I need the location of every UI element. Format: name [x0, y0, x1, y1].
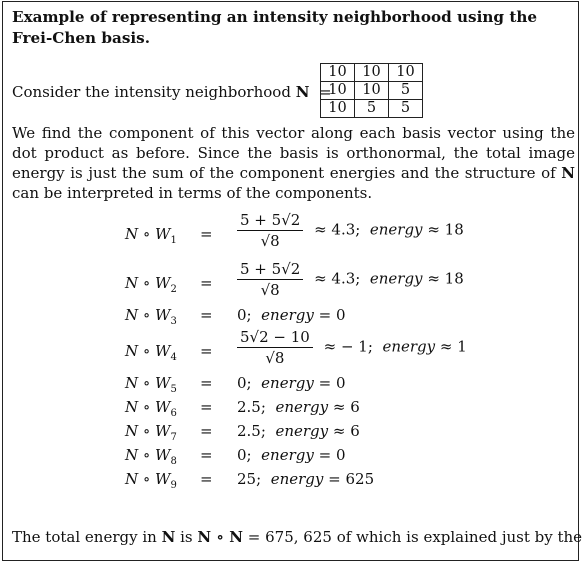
lhs-base: N ∘ W [125, 342, 171, 360]
energy-value: ≈ 6 [332, 422, 360, 440]
equation-row-2 [0, 260, 585, 299]
equation-rhs [237, 328, 467, 367]
equation-rhs [237, 422, 360, 440]
matrix-row [321, 82, 423, 100]
lhs-subscript: 3 [170, 316, 177, 327]
equation-equals: = [200, 398, 213, 416]
equation-equals: = [200, 306, 213, 324]
equation-row-3 [0, 306, 585, 326]
equation-row-6 [0, 398, 585, 418]
fraction-denominator: √8 [260, 281, 280, 299]
equation-value: 2.5; [237, 422, 266, 440]
energy-value: = 0 [318, 446, 346, 464]
equation-lhs [125, 342, 177, 363]
bottom-text-2: is [180, 528, 193, 546]
energy-label: energy [369, 269, 423, 288]
neighborhood-symbol: N [295, 83, 310, 101]
fraction-numerator: 5√2 − 10 [237, 328, 313, 348]
equation-lhs [125, 422, 177, 443]
energy-value: = 0 [318, 306, 346, 324]
equation-row-8 [0, 446, 585, 466]
matrix-row [321, 64, 423, 82]
lhs-base: N ∘ W [125, 470, 171, 488]
equation-lhs [125, 470, 177, 491]
equation-rhs [237, 211, 464, 250]
energy-label: energy [261, 446, 314, 464]
paragraph-symbol: N [561, 164, 575, 182]
equation-rhs [237, 398, 360, 416]
consider-line [12, 82, 332, 102]
equation-equals: = [200, 422, 213, 440]
energy-label: energy [261, 306, 314, 324]
equation-value: ≈ 4.3; [314, 220, 361, 239]
equation-lhs [125, 446, 177, 467]
equation-value: 25; [237, 470, 262, 488]
lhs-base: N ∘ W [125, 398, 171, 416]
equation-lhs [125, 398, 177, 419]
lhs-base: N ∘ W [125, 306, 171, 324]
fraction-numerator: 5 + 5√2 [237, 260, 303, 280]
equation-row-9 [0, 470, 585, 490]
lhs-subscript: 1 [170, 235, 177, 246]
equation-rhs [237, 470, 374, 488]
equation-value: ≈ − 1; [323, 337, 373, 356]
matrix-cell: 5 [389, 100, 423, 118]
paragraph-text-1: We find the component of this vector along each basis vector using the dot product as before. Since the basis is orthonormal, the total image energy is just the sum of the component energies and the structure of [12, 124, 575, 182]
bottom-symbol-2: N ∘ N [197, 528, 244, 546]
matrix-cell: 5 [355, 100, 389, 118]
lhs-subscript: 5 [170, 384, 177, 395]
lhs-base: N ∘ W [125, 274, 171, 292]
matrix-cell: 10 [355, 64, 389, 82]
fraction-denominator: √8 [260, 232, 280, 250]
fraction [237, 260, 303, 299]
energy-value: ≈ 1 [439, 337, 467, 356]
energy-label: energy [270, 470, 324, 488]
equation-equals: = [200, 274, 213, 292]
consider-text: Consider the intensity neighborhood [12, 83, 291, 101]
equation-row-5 [0, 374, 585, 394]
energy-value: = 0 [318, 374, 346, 392]
explanation-paragraph [12, 123, 575, 203]
equation-equals: = [200, 446, 213, 464]
equation-rhs [237, 260, 464, 299]
fraction-numerator: 5 + 5√2 [237, 211, 303, 231]
lhs-subscript: 8 [170, 456, 177, 467]
energy-label: energy [261, 374, 314, 392]
energy-value: ≈ 6 [332, 398, 360, 416]
equation-lhs [125, 225, 177, 246]
lhs-subscript: 4 [170, 352, 177, 363]
energy-value: ≈ 18 [427, 269, 464, 288]
energy-label: energy [275, 398, 329, 416]
equation-rhs [237, 446, 346, 464]
equation-value: 0; [237, 306, 252, 324]
equation-equals: = [200, 470, 213, 488]
bottom-text-1: The total energy in [12, 528, 157, 546]
equation-row-4 [0, 328, 585, 367]
fraction [237, 328, 313, 367]
matrix-cell: 10 [321, 100, 355, 118]
lhs-subscript: 7 [170, 432, 177, 443]
equation-value: 2.5; [237, 398, 266, 416]
equation-row-1 [0, 211, 585, 250]
energy-label: energy [275, 422, 329, 440]
matrix-cell: 10 [321, 82, 355, 100]
lhs-base: N ∘ W [125, 422, 171, 440]
fraction [237, 211, 303, 250]
fraction-denominator: √8 [265, 349, 285, 367]
equation-lhs [125, 374, 177, 395]
neighborhood-matrix [320, 63, 423, 118]
equation-lhs [125, 306, 177, 327]
matrix-cell: 10 [389, 64, 423, 82]
energy-value: ≈ 18 [427, 220, 464, 239]
lhs-base: N ∘ W [125, 374, 171, 392]
matrix-row [321, 100, 423, 118]
total-energy-line [12, 527, 582, 547]
equation-rhs [237, 374, 346, 392]
lhs-base: N ∘ W [125, 225, 171, 243]
lhs-subscript: 2 [170, 284, 177, 295]
equation-value: ≈ 4.3; [314, 269, 361, 288]
equation-value: 0; [237, 446, 252, 464]
example-title: Example of representing an intensity neighborhood using the Frei-Chen basis. [12, 8, 538, 47]
equation-value: 0; [237, 374, 252, 392]
matrix-cell: 10 [321, 64, 355, 82]
equation-rhs [237, 306, 346, 324]
lhs-base: N ∘ W [125, 446, 171, 464]
bottom-symbol-1: N [161, 528, 176, 546]
equation-equals: = [200, 342, 213, 360]
equation-lhs [125, 274, 177, 295]
energy-label: energy [382, 337, 436, 356]
energy-value: = 625 [328, 470, 375, 488]
lhs-subscript: 9 [170, 480, 177, 491]
energy-label: energy [369, 220, 423, 239]
equation-equals: = [200, 225, 213, 243]
equals-sign: = [318, 83, 332, 101]
paragraph-text-2: can be interpreted in terms of the components. [12, 184, 373, 202]
matrix-cell: 10 [355, 82, 389, 100]
bottom-text-3: = 675, 625 of which is explained just by the [247, 528, 583, 546]
equation-row-7 [0, 422, 585, 442]
equation-equals: = [200, 374, 213, 392]
lhs-subscript: 6 [170, 408, 177, 419]
matrix-cell: 5 [389, 82, 423, 100]
